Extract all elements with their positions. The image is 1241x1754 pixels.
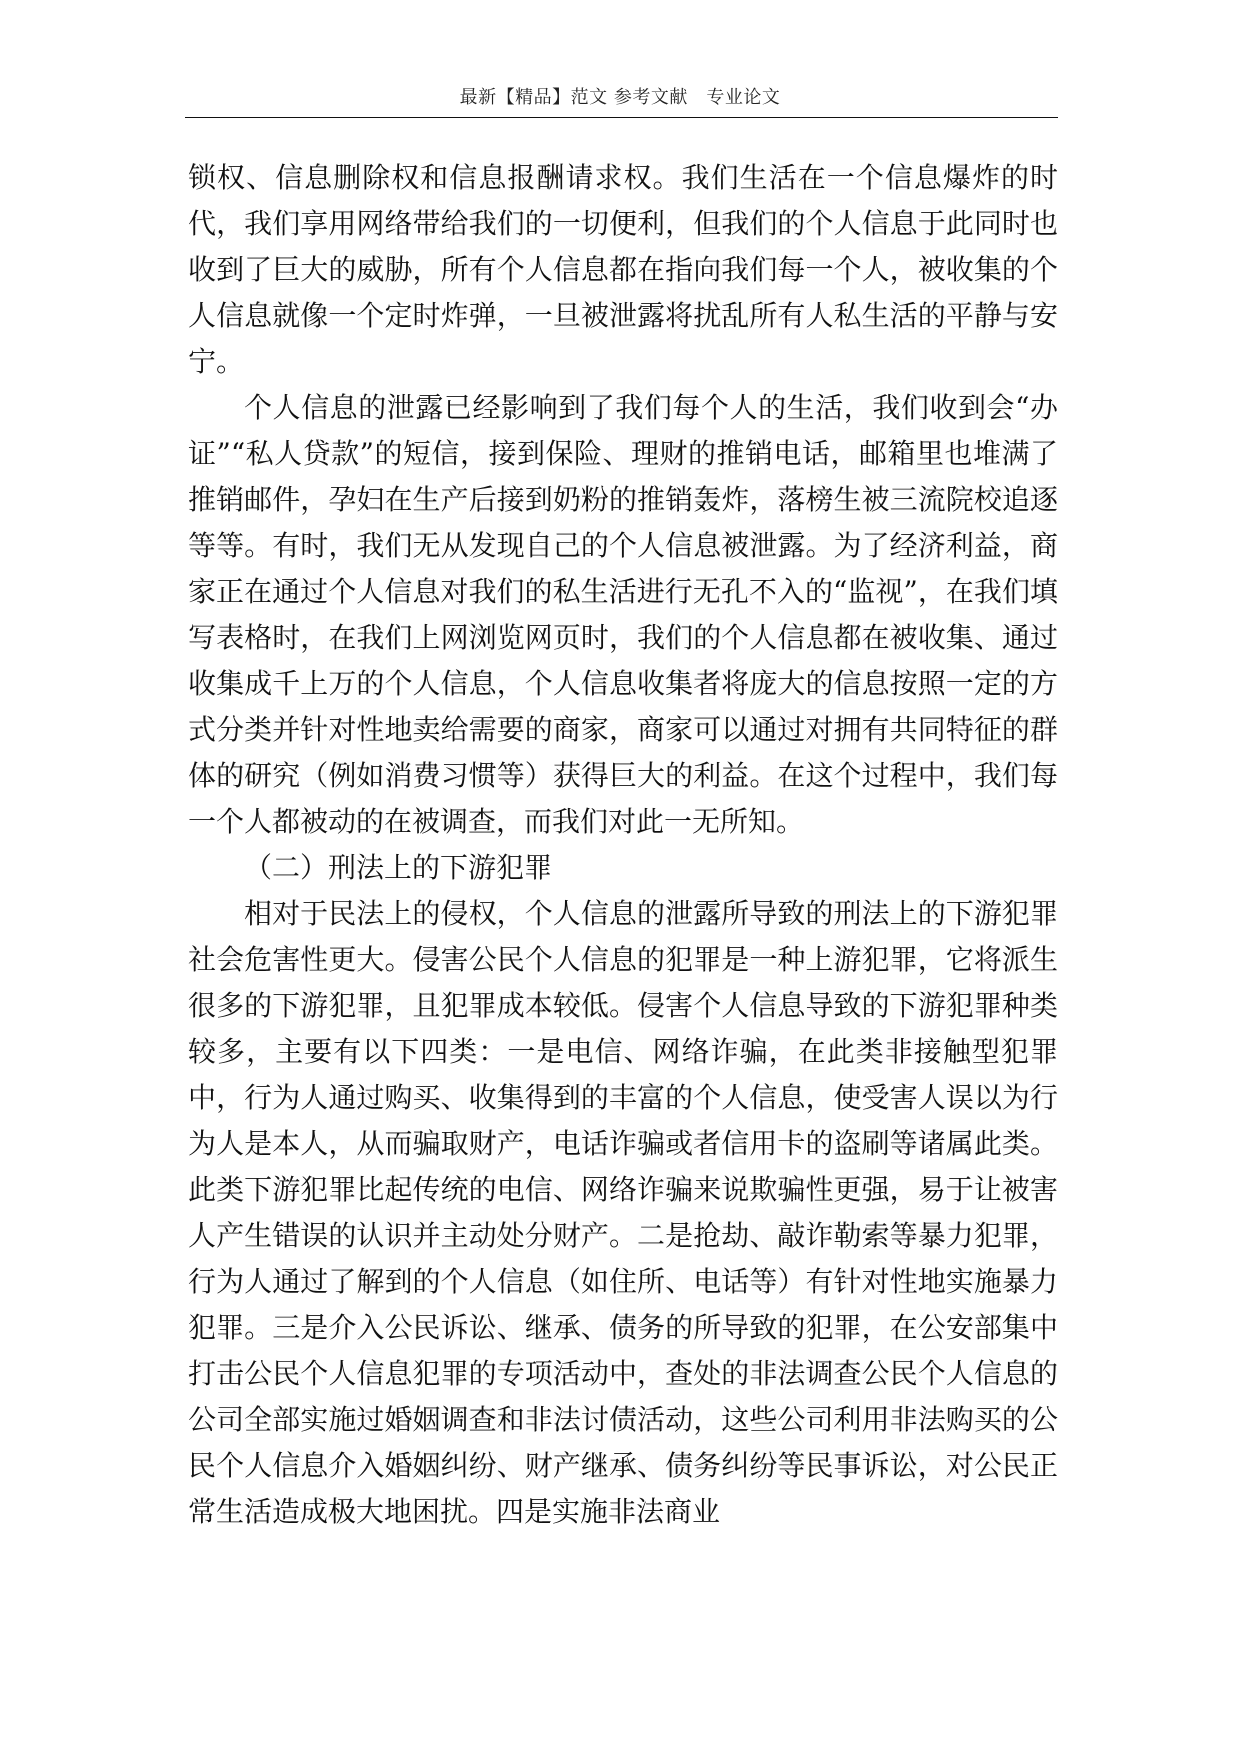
section-heading: （二）刑法上的下游犯罪 [244,851,553,884]
header-rule [185,117,1058,118]
paragraph: 相对于民法上的侵权，个人信息的泄露所导致的刑法上的下游犯罪社会危害性更大。侵害公民个人信息的犯罪是一种上游犯罪，它将派生很多的下游犯罪，且犯罪成本较低。侵害个人信息导致的下游犯罪种类较多，主要有以下四类：一是电信、网络诈骗，在此类非接触型犯罪中，行为人通过购买、收集得到的丰富的个人信息，使受害人误以为行为人是本人，从而骗取财产，电话诈骗或者信用卡的盗刷等诸属此类。此类下游犯罪比起传统的电信、网络诈骗来说欺骗性更强，易于让被害人产生错误的认识并主动处分财产。二是抢劫、敲诈勒索等暴力犯罪，行为人通过了解到的个人信息（如住所、电话等）有针对性地实施暴力犯罪。三是介入公民诉讼、继承、债务的所导致的犯罪，在公安部集中打击公民个人信息犯罪的专项活动中，查处的非法调查公民个人信息的公司全部实施过婚姻调查和非法讨债活动，这些公司利用非法购买的公民个人信息介入婚姻纠纷、财产继承、债务纠纷等民事诉讼，对公民正常生活造成极大地困扰。四是实施非法商业 [188,897,1058,1528]
paragraph-continued: 锁权、信息删除权和信息报酬请求权。我们生活在一个信息爆炸的时代，我们享用网络带给我们的一切便利，但我们的个人信息于此同时也收到了巨大的威胁，所有个人信息都在指向我们每一个人，被收集的个人信息就像一个定时炸弹，一旦被泄露将扰乱所有人私生活的平静与安宁。 [188,161,1058,378]
paragraph: 个人信息的泄露已经影响到了我们每个人的生活，我们收到会“办证”“私人贷款”的短信，接到保险、理财的推销电话，邮箱里也堆满了推销邮件，孕妇在生产后接到奶粉的推销轰炸，落榜生被三流院校追逐等等。有时，我们无从发现自己的个人信息被泄露。为了经济利益，商家正在通过个人信息对我们的私生活进行无孔不入的“监视”，在我们填写表格时，在我们上网浏览网页时，我们的个人信息都在被收集、通过收集成千上万的个人信息，个人信息收集者将庞大的信息按照一定的方式分类并针对性地卖给需要的商家，商家可以通过对拥有共同特征的群体的研究（例如消费习惯等）获得巨大的利益。在这个过程中，我们每一个人都被动的在被调查，而我们对此一无所知。 [188,391,1058,838]
body-text [188,155,1058,1535]
running-header: 最新【精品】范文 参考文献 专业论文 [459,87,781,108]
